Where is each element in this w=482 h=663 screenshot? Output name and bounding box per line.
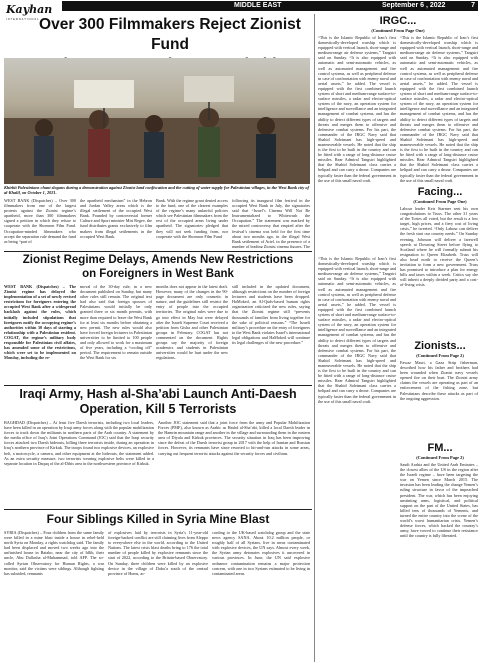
irgc-body: “This is the Islamic Republic of Iran’s first domestically-developed warship which is equipped with vertical launch, short-range and medium-range air defense systems,” Tangsiri said on Sunday. “It is also equipped with automatic and semi-automatic vehicles, as well as automated management and fire control systems, as well as peripheral defense in case of confrontation with enemy naval and aerial assets,” he added. The vessel is equipped with the first combined launch system of short and medium-range surface-to-surface missiles, a radar and electro-optical system of the navy, an operation system for intelligence and surveillance and an integrated management of combat systems, and has the ability to detect different types of targets and threats and merges them to offensive and defensive combat systems. For his part, the commander of the IRGC Navy said that Shahid Soleimani has high-speed and maneuverable vessels. He noted that the ship is the first to be built in the country and can be fitted with a range of long-distance cruise missiles. Rear Admiral Tangsiri highlighted that the Shahid Soleimani class carries a helipad and can carry a drone. Companies are typically faster than the federal government in the use of this small naval craft.	[318, 35, 396, 183]
section-rule-iraq	[4, 385, 312, 386]
zionists-body: Fawaz Masri, a Gaza Strip fisherman, described how his father and brothers had been wounded when Zionist navy vessels opened fire on their boat. The Zionist army claims the vessels are operating as part of an enforcement of the fishing zone, but Palestinians describe these attacks as part of the ongoing aggression.	[400, 360, 478, 401]
syria-col-3: cording to the UK-based watchdog group and the state news agency SANA. About 10.2 million people, or roughly half of all Syrians, live in areas contaminated with explosive devices, the UN says. Almost every week, the Syrian army detonates explosives it uncovered in various provinces. In June, the UN said explosive ordnance contamination remains a major protection concern, with one in two Syrians estimated to be living in contaminated areas.	[212, 530, 310, 576]
iraq-headline	[4, 387, 312, 417]
issue-date: September 6 , 2022	[382, 2, 446, 9]
delays-col-2: moval of the 30-day rule, in a new document published on Sunday, but many other rules still remain. The original text had also said that foreign spouses of Palestinians would initially be only granted three or six month permits, with more than required to leave the West Bank for at least six months before obtaining a new permit. The new rules would also have forced foreign lecturers in Palestinian universities to be limited to 100 people and only allowed to work for a maximum of five years, including a “cooling off” period. The requirement to remain outside the West Bank for six	[80, 284, 152, 361]
delays-headline-line2: on Foreigners in West Bank	[82, 268, 234, 280]
irgc-continued: (Continued From Page One)	[371, 28, 425, 33]
iraq-headline-line1: Iraqi Army, Hash al-Sha’abi Launch Anti-Daesh	[19, 387, 297, 401]
lead-photo	[4, 58, 310, 184]
facing-continued: (Continued From Page One)	[413, 199, 467, 204]
lead-headline	[30, 15, 310, 57]
lead-col-2: the apartheid mechanism” in the Hebron and Jordan Valley areas which is the illegal settlement of the occupied West Bank. Founded by controversial former Culture and Sport minister Miri Regev, the fund distributes grants exclusively to film makers from illegal settlements in the occupied West Bank.	[80, 198, 152, 239]
irgc-lower-text: “This is the Islamic Republic of Iran’s first domestically-developed warship which is equipped with vertical launch, short-range and medium-range air defense systems,” Tangsiri said on Sunday. “It is also equipped with automatic and semi-automatic vehicles, as well as automated management and fire control systems, as well as peripheral defense in case of confrontation with enemy naval and aerial assets,” he added. The vessel is equipped with the first combined launch system of short and medium-range surface-to-surface missiles, a radar and electro-optical system of the navy, an operation system for intelligence and surveillance and an integrated management of combat systems, and has the ability to detect different types of targets and threats and merges them to offensive and defensive combat systems. For his part, the commander of the IRGC Navy said that Shahid Soleimani has high-speed and maneuverable vessels. He noted that the ship is the first to be built in the country and can be fitted with a range of long-distance cruise missiles. Rear Admiral Tangsiri highlighted that the Shahid Soleimani class carries a helipad and can carry a drone. Companies are typically faster than the federal government in the use of this small naval craft.	[318, 256, 396, 404]
lead-headline-line1: Over 300 Filmmakers Reject Zionist Fund	[39, 16, 301, 53]
irgc-body-extra: “This is the Islamic Republic of Iran’s first domestically-developed warship which is equipped with vertical launch, short-range and medium-range air defense systems,” Tangsiri said on Sunday. “It is also equipped with automatic and semi-automatic vehicles, as well as automated management and fire control systems, as well as peripheral defense in case of confrontation with enemy naval and aerial assets,” he added. The vessel is equipped with the first combined launch system of short and medium-range surface-to-surface missiles, a radar and electro-optical system of the navy, an operation system for intelligence and surveillance and an integrated management of combat systems, and has the ability to detect different types of targets and threats and merges them to offensive and defensive combat systems. For his part, the commander of the IRGC Navy said that Shahid Soleimani has high-speed and maneuverable vessels. He noted that the ship is the first to be built in the country and can be fitted with a range of long-distance cruise missiles. Rear Admiral Tangsiri highlighted that the Shahid Soleimani class carries a helipad and can carry a drone. Companies are typically faster than the federal government in the use of this small naval craft.	[400, 35, 478, 183]
logo-tagline: INTERNATIONAL	[6, 18, 40, 21]
section-bar	[62, 1, 478, 11]
fm-continued: (Continued From Page 2)	[416, 455, 464, 460]
iraq-col-1: BAGHDAD (Dispatches) – At least five Daesh terrorists, including two local leaders, have been killed in an operation by Iraqi army forces along with the popular mobilization forces to track down the militants in northern parts of the Arab country. A statement by the media office of Iraq’s Joint Operations Command (JOC) said that the Iraqi security forces attacked two Daesh hideouts, killing three terrorists inside, during an operation in Iraq’s northern province of Kirkuk. The troops found two explosive devices, an explosive belt, a motorcycle, a camera, and other equipment at the hideouts, the statement added. As an extra security measure, two terrorists wearing explosive belts were killed in a separate location in Daquq of the al-Dibis area in the northwestern province of Kirkuk.	[4, 420, 154, 466]
delays-col-4: still included in the updated document, although restrictions on the number of foreign lecturers and students have been dropped. HaMoked, an Al-Quds-based human rights organization criticized the new rules, saying that the Zionist regime still “prevents thousands of families from living together for the sake of political reasons.” “The Israeli military’s procedure on the entry of foreigners to the West Bank violates Israel’s international legal obligations and HaMoked will continue its legal challenges of the new procedure.”	[232, 284, 310, 346]
delays-headline-line1: Zionist Regime Delays, Amends New Restrictions	[22, 254, 294, 266]
lead-col-1: WEST BANK (Dispatches) – Over 300 filmmakers from one of the largest protests against the Zionist regime’s apartheid, more than 300 filmmakers signed a petition in which they refuse to cooperate with the Shomron Film Fund. Occupation-minded filmmakers who accept the separation rule demand the fund as being “part of	[4, 198, 76, 244]
facing-body: Labour leader Keir Starmer sent his own congratulations to Truss. The other 31 years of the Tories all voted, but the result is a low target, high prices, and a fiery cost of living crisis,” he tweeted. “Only Labour can deliver the fresh start our country needs.” On Sunday evening, Johnson will deliver a farewell speech at Downing Street before flying to Scotland where he will formally submit his resignation to Queen Elizabeth. Truss will also head north to receive the Queen’s invitation to form a new government. Truss has promised to introduce a plan for energy bills and taxes within a week. Critics say she will inherit a deeply divided party and a cost-of-living crisis.	[400, 206, 478, 288]
zionists-continued: (Continued From Page 2)	[416, 353, 464, 358]
section-rule-delays	[4, 251, 312, 252]
zionists-title: Zionists...	[414, 340, 466, 352]
fm-body: Saudi Arabia and the United Arab Emirates – the closest allies of the US in the region after the Israeli regime – have been targeting the war on Yemen since March 2015. The invasion has been leading the change Yemen’s ruling structure in favor of the impeached president. The war, which has been enjoying unstinting arms, logistical, and political support on the part of the United States, has killed tens of thousands of Yemenis, and turned the entire country into the scene of the world’s worst humanitarian crisis. Yemen’s defense forces, which backed the country’s army, have vowed to continue their resistance until the country is fully liberated.	[400, 462, 478, 539]
lead-photo-caption: Khirbit Palestinians chant slogans during a demonstration against Zionist land confiscation and the cutting of water supply for Palestinian villages, in the West Bank city of al-Khalil, on October 1, 2021.	[4, 185, 309, 196]
syria-col-1: SYRIA (Dispatches) – Four children from the same family were killed in a mine blast inside a house in rebel-held north Syria on Monday, a rights watchdog said. The family had been displaced and moved two weeks ago into the unfinished house in Batabo, near the city of Idlib, their uncle, Abu Dallasha al-Muhammad, told AFP. The so-called Syrian Observatory for Human Rights, a war monitor, said the victims were siblings. Although fighting has subsided, remnants	[4, 530, 104, 576]
iraq-headline-line2: Operation, Kill 5 Terrorists	[79, 402, 237, 416]
protest-crowd-image	[4, 58, 310, 184]
page-number: 7	[471, 2, 475, 9]
delays-col-1: WEST BANK (Dispatches) – The Zionist regime has delayed the implementation of a set of newly revised restrictions for foreigners entering the occupied West Bank after a widespread backlash against the rules, which initially included stipulations that foreigners notify the occupying regime’s authorities within 30 days of starting a relationship with a Palestinian resident. COGAT, the regime’s military body responsible for Palestinian civil affairs, has amended some of the restrictions, which were set to be implemented on Monday, including the re-	[4, 284, 76, 361]
iraq-col-2: Another JOC statement said that a joint force from the army and Popular Mobilization Forces (PMF), also known as Arabic as Hashd al-Sha’abi, killed a local Daesh leader in the Hamrin mountain range and another in the village and surrounding them in the eastern area of Diyala and Kirkuk provinces. The security situation in Iraq has been improving since the defeat of the Daesh terrorist group in 2017 with the help of Iranian and Russian forces. However, its remnants have since resorted to hit-and-run attacks in some areas, carrying out frequent terrorist attacks against the security forces and civilians.	[158, 420, 310, 456]
delays-headline	[4, 253, 312, 281]
logo-text: Kayhan	[6, 3, 53, 16]
irgc-title: IRGC...	[379, 15, 417, 27]
irgc-body-cont	[400, 35, 478, 183]
lead-col-3: Bank. With the regime grant denied access to the fund, one of the clearest examples of the regime’s many unlawful policies which see Palestinian filmmakers from the rest of the occupied areas living under apartheid. The signatories pledged that they will not seek funding from, nor cooperate with the Shomron Film Fund	[156, 198, 228, 239]
irgc-lower-body	[318, 256, 396, 660]
section-rule-syria	[4, 509, 312, 510]
lead-col-4-main: following its inaugural film festival in the occupied West Bank in July, the signatories said that “Israel’s Cinema Will Not Be Instrumentalized to Whitewash the Occupation.” The statement was marked by the mixed controversy that erupted after the festival’s cinema was held for the first time about two months ago, in the illegal West Bank settlement of Ariel, in the presence of a number of leading Zionist cinema figures. The	[232, 198, 310, 248]
facing-title: Facing...	[417, 186, 463, 198]
syria-col-2: of explosives laid by terrorists in Syria’s 11-year-old foreign-backed conflict are still claiming lives from Aleppo to everywhere else in the world, according to the United Nations. The latest crisis blast deaths bring to 176 the total number of people killed by explosive remnants since the start of 2022, according to the Britain-based Observatory. On Sunday, three children were killed by an explosive device in the village of Daba’a south of the central province of Homs, ac-	[108, 530, 208, 576]
fm-title: FM...	[427, 442, 453, 454]
delays-col-3: months does not appear in the latest draft. However, many of the changes in the 90-page document are only cosmetic in nature, and the guidelines still restrict the entry of people into the occupied territories. The original rules were due to go into effect in May but were delayed after the Israeli Supreme Court received a petition from Gisha and other Palestinian groups in February. COGAT has not commented on the document. Rights groups say the majority of foreign academics and students in Palestinian universities would be hurt under the new regulations.	[156, 284, 228, 361]
column-divider	[314, 14, 315, 662]
section-label: MIDDLE EAST	[234, 2, 282, 9]
masthead-logo	[6, 0, 58, 21]
syria-headline: Four Siblings Killed in Syria Mine Blast	[46, 512, 270, 526]
